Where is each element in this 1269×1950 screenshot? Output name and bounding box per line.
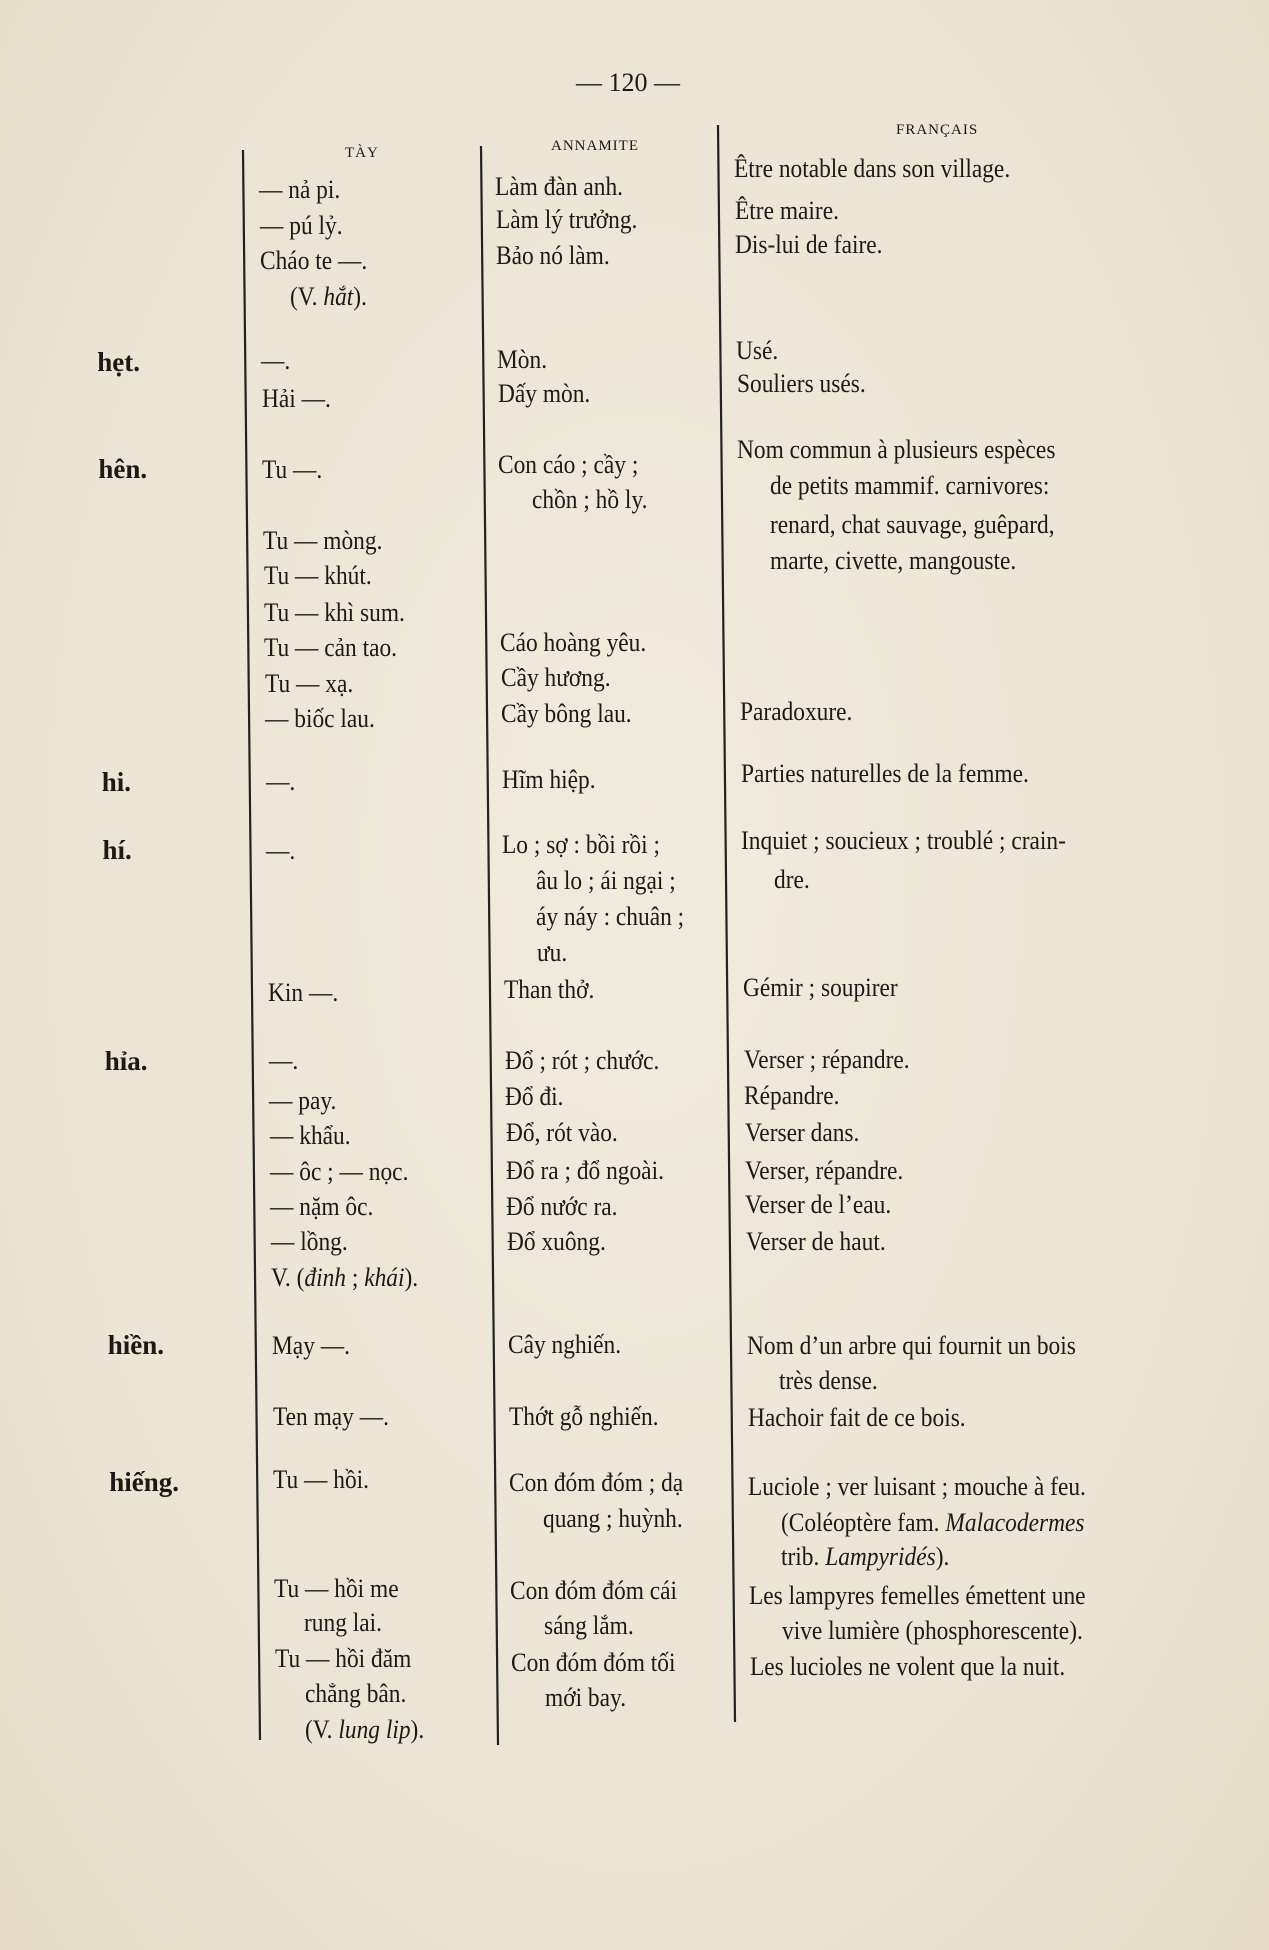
annamite-line: Đổ, rót vào. [505, 1118, 618, 1148]
annamite-line: Dấy mòn. [497, 379, 590, 409]
text-segment: rung lai. [303, 1608, 382, 1638]
francais-line: Dis-lui de faire. [735, 230, 883, 260]
column-rule-right [718, 125, 735, 1722]
annamite-line [532, 485, 647, 515]
text-segment: âu lo ; ái ngại ; [535, 865, 676, 895]
italic-term: khái [364, 1262, 405, 1292]
tay-line [304, 1608, 382, 1638]
italic-term: hắt [322, 282, 353, 312]
francais-line: Verser ; répandre. [743, 1044, 910, 1074]
italic-term: Malacodermes [945, 1507, 1085, 1537]
headword: hi. [101, 767, 132, 798]
francais-line: Paradoxure. [740, 696, 853, 726]
tay-line: — lồng. [270, 1226, 348, 1256]
headword: hỉa. [104, 1046, 148, 1077]
tay-line: Tu — khút. [263, 560, 372, 590]
tay-line [290, 282, 367, 312]
annamite-line: Bảo nó làm. [496, 241, 610, 271]
tay-line: Mạy —. [271, 1331, 350, 1360]
text-segment: marte, civette, mangouste. [770, 546, 1017, 576]
annamite-line [545, 1683, 626, 1713]
page-number: — 120 — [576, 68, 680, 97]
text-segment: vive lumière (phosphorescente). [781, 1615, 1083, 1645]
tay-line: — pú lỷ. [259, 211, 343, 241]
text-segment: (V. [304, 1715, 339, 1745]
francais-line: Être notable dans son village. [734, 154, 1011, 184]
headword: hẹt. [97, 347, 141, 377]
annamite-line [543, 1504, 683, 1534]
francais-line [770, 471, 1049, 501]
tay-line: Hải —. [261, 384, 331, 414]
tay-line [305, 1679, 406, 1709]
text-segment: renard, chat sauvage, guêpard, [770, 509, 1055, 539]
francais-line: Nom d’un arbre qui fournit un bois [746, 1331, 1076, 1360]
francais-line [781, 1542, 949, 1572]
text-segment: ; [346, 1262, 365, 1292]
italic-term: lung lip [338, 1715, 411, 1745]
tay-line: — ôc ; — nọc. [269, 1156, 409, 1186]
text-segment: áy náy : chuân ; [536, 901, 685, 931]
annamite-line [536, 866, 676, 896]
column-header-annamite: ANNAMITE [551, 138, 639, 154]
text-segment: ). [410, 1715, 425, 1745]
text-segment: ưu. [536, 937, 567, 967]
annamite-line: Đổ ra ; đổ ngoài. [505, 1155, 664, 1185]
tay-line: —. [266, 835, 296, 865]
annamite-line: Cáo hoàng yêu. [500, 628, 647, 658]
francais-line: Verser de l’eau. [745, 1190, 892, 1220]
tay-line [271, 1263, 418, 1293]
tay-line: Tu — hồi đăm [275, 1644, 412, 1674]
text-segment: de petits mammif. carnivores: [769, 471, 1050, 501]
francais-line: Souliers usés. [736, 369, 866, 399]
tay-line: Tu — xạ. [264, 669, 353, 699]
tay-line: —. [268, 1046, 298, 1076]
tay-line: Tu — hồi. [273, 1465, 370, 1495]
annamite-line: Hĩm hiệp. [501, 764, 596, 794]
tay-line: — nả pi. [259, 175, 341, 205]
headword: hí. [102, 834, 132, 865]
francais-line: Les lampyres femelles émettent une [749, 1581, 1087, 1611]
tay-line: — pay. [269, 1085, 337, 1115]
francais-line [774, 865, 810, 895]
francais-line: Hachoir fait de ce bois. [747, 1403, 966, 1433]
tay-line: Tu — hồi me [274, 1573, 400, 1603]
francais-line: Verser, répandre. [744, 1155, 904, 1185]
text-segment: chồn ; hồ ly. [531, 485, 648, 515]
italic-term: đinh [304, 1262, 347, 1292]
francais-line [781, 1508, 1084, 1538]
annamite-line: Làm đàn anh. [495, 171, 624, 201]
tay-line: Cháo te —. [260, 246, 368, 276]
tay-line [305, 1715, 424, 1745]
text-segment: (Coléoptère fam. [780, 1507, 946, 1537]
text-segment: ). [352, 282, 367, 312]
francais-line: Être maire. [734, 196, 839, 226]
annamite-line: Mòn. [497, 344, 548, 374]
francais-line [770, 546, 1016, 576]
text-segment: V. ( [271, 1262, 305, 1292]
headword: hiếng. [109, 1466, 180, 1497]
annamite-line: Thớt gỗ nghiến. [508, 1401, 659, 1431]
text-segment: ). [935, 1542, 950, 1572]
tay-line: —. [265, 767, 296, 797]
text-segment: trib. [781, 1542, 826, 1572]
annamite-line: Làm lý trưởng. [495, 205, 638, 235]
francais-line: Verser de haut. [745, 1226, 886, 1256]
tay-line: — nặm ôc. [270, 1191, 374, 1221]
column-header-francais: FRANÇAIS [896, 122, 979, 138]
annamite-line: Than thở. [503, 975, 595, 1005]
francais-line [770, 510, 1055, 540]
annamite-line: Đổ nước ra. [506, 1191, 618, 1221]
francais-line [779, 1366, 878, 1396]
francais-line: Verser dans. [744, 1118, 859, 1148]
francais-line: Parties naturelles de la femme. [740, 758, 1029, 788]
francais-line: Nom commun à plusieurs espèces [737, 435, 1056, 465]
annamite-line [537, 938, 567, 968]
text-segment: ). [404, 1262, 419, 1292]
tay-line: Kin —. [268, 977, 339, 1007]
text-segment: mới bay. [544, 1683, 626, 1713]
annamite-line: Đổ ; rót ; chước. [504, 1046, 660, 1076]
column-rule-middle [481, 146, 498, 1745]
tay-line: Tu —. [262, 455, 323, 485]
francais-line: Les lucioles ne volent que la nuit. [750, 1651, 1066, 1681]
francais-line: Usé. [736, 335, 779, 365]
annamite-line: Cầy hương. [500, 662, 611, 692]
annamite-line: Con đóm đóm cái [510, 1576, 678, 1606]
tay-line: Ten mạy —. [272, 1401, 389, 1431]
italic-term: Lampyridés [825, 1542, 936, 1572]
text-segment: chẳng bân. [304, 1679, 406, 1709]
annamite-line: Con đóm đóm ; dạ [509, 1467, 684, 1497]
text-segment: quang ; huỳnh. [542, 1503, 683, 1533]
francais-line: Gémir ; soupirer [742, 972, 898, 1002]
text-segment: très dense. [779, 1365, 878, 1395]
text-segment: dre. [773, 864, 810, 894]
column-header-tay: TÀY [345, 145, 379, 161]
francais-line [782, 1616, 1083, 1646]
column-rule-left [243, 150, 260, 1740]
annamite-line: Con cáo ; cầy ; [498, 450, 639, 480]
francais-line: Luciole ; ver luisant ; mouche à feu. [748, 1471, 1087, 1501]
tay-line: Tu — khì sum. [263, 598, 405, 628]
tay-line: Tu — mòng. [263, 526, 383, 556]
annamite-line: Con đóm đóm tối [511, 1648, 676, 1678]
annamite-line: Cây nghiến. [507, 1329, 621, 1359]
tay-line: —. [261, 345, 291, 375]
text-segment: sáng lắm. [543, 1610, 634, 1640]
tay-line: — khẩu. [269, 1120, 351, 1150]
tay-line: — biốc lau. [265, 704, 375, 734]
annamite-line [544, 1611, 634, 1641]
annamite-line: Đổ xuông. [506, 1226, 606, 1256]
francais-line: Répandre. [744, 1080, 840, 1110]
headword: hiền. [107, 1329, 165, 1360]
francais-line: Inquiet ; soucieux ; troublé ; crain- [741, 825, 1067, 855]
annamite-line: Lo ; sợ : bồi rồi ; [502, 829, 661, 859]
annamite-line: Cầy bông lau. [501, 699, 632, 729]
headword: hên. [98, 453, 148, 484]
annamite-line: Đổ đi. [505, 1082, 564, 1112]
tay-line: Tu — cản tao. [264, 633, 398, 663]
text-segment: (V. [289, 282, 323, 312]
annamite-line [536, 902, 684, 932]
